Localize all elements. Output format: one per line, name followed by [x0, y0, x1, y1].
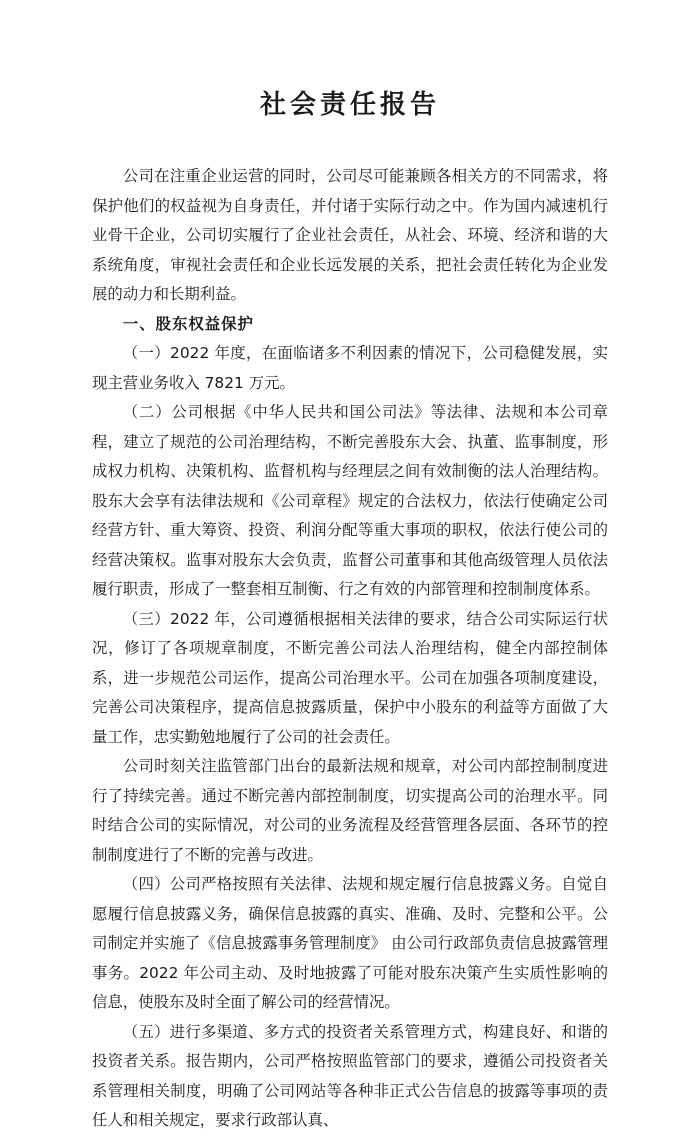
paragraph-item-5: （五）进行多渠道、多方式的投资者关系管理方式，构建良好、和谐的投资者关系。报告期内，公司严格按照监管部门的要求，遵循公司投资者关系管理相关制度，明确了公司网站等各种非正式公告信息的披露等事项的责任人和相关规定，要求行政部认真、 [92, 1022, 608, 1129]
paragraph-item-1: （一）2022 年度，在面临诸多不利因素的情况下，公司稳健发展，实现主营业务收入 7821 万元。 [92, 344, 608, 392]
paragraph-internal-control: 公司时刻关注监管部门出台的最新法规和规章，对公司内部控制制度进行了持续完善。通过不断完善内部控制制度，切实提高公司的治理水平。同时结合公司的实际情况，对公司的业务流程及经营管理各层面、各环节的控制制度进行了不断的完善与改进。 [92, 757, 608, 864]
paragraph-item-2: （二）公司根据《中华人民共和国公司法》等法律、法规和本公司章程，建立了规范的公司治理结构，不断完善股东大会、执董、监事制度，形成权力机构、决策机构、监督机构与经理层之间有效制衡的法人治理结构。股东大会享有法律法规和《公司章程》规定的合法权力，依法行使确定公司经营方针、重大筹资、投资、利润分配等重大事项的职权，依法行使公司的经营决策权。监事对股东大会负责，监督公司董事和其他高级管理人员依法履行职责，形成了一整套相互制衡、行之有效的内部管理和控制制度体系。 [92, 403, 608, 598]
intro-paragraph: 公司在注重企业运营的同时，公司尽可能兼顾各相关方的不同需求，将保护他们的权益视为自身责任，并付诸于实际行动之中。作为国内减速机行业骨干企业，公司切实履行了企业社会责任，从社会、环境、经济和谐的大系统角度，审视社会责任和企业长远发展的关系，把社会责任转化为企业发展的动力和长期利益。 [92, 167, 608, 303]
document-title: 社会责任报告 [259, 90, 440, 120]
paragraph-item-4: （四）公司严格按照有关法律、法规和规定履行信息披露义务。自觉自愿履行信息披露义务，确保信息披露的真实、准确、及时、完整和公平。公司制定并实施了《信息披露事务管理制度》 由公司行政部负责信息披露管理事务。2022 年公司主动、及时地披露了可能对股东决策产生实质性影响的信息，使股东及时全面了解公司的经营情况。 [92, 875, 608, 1011]
paragraph-item-3: （三）2022 年，公司遵循根据相关法律的要求，结合公司实际运行状况，修订了各项规章制度，不断完善公司法人治理结构，健全内部控制体系，进一步规范公司运作，提高公司治理水平。公司在加强各项制度建设，完善公司决策程序，提高信息披露质量，保护中小股东的利益等方面做了大量工作，忠实勤勉地履行了公司的社会责任。 [92, 609, 608, 746]
section-heading-shareholder-rights: 一、股东权益保护 [122, 314, 254, 333]
